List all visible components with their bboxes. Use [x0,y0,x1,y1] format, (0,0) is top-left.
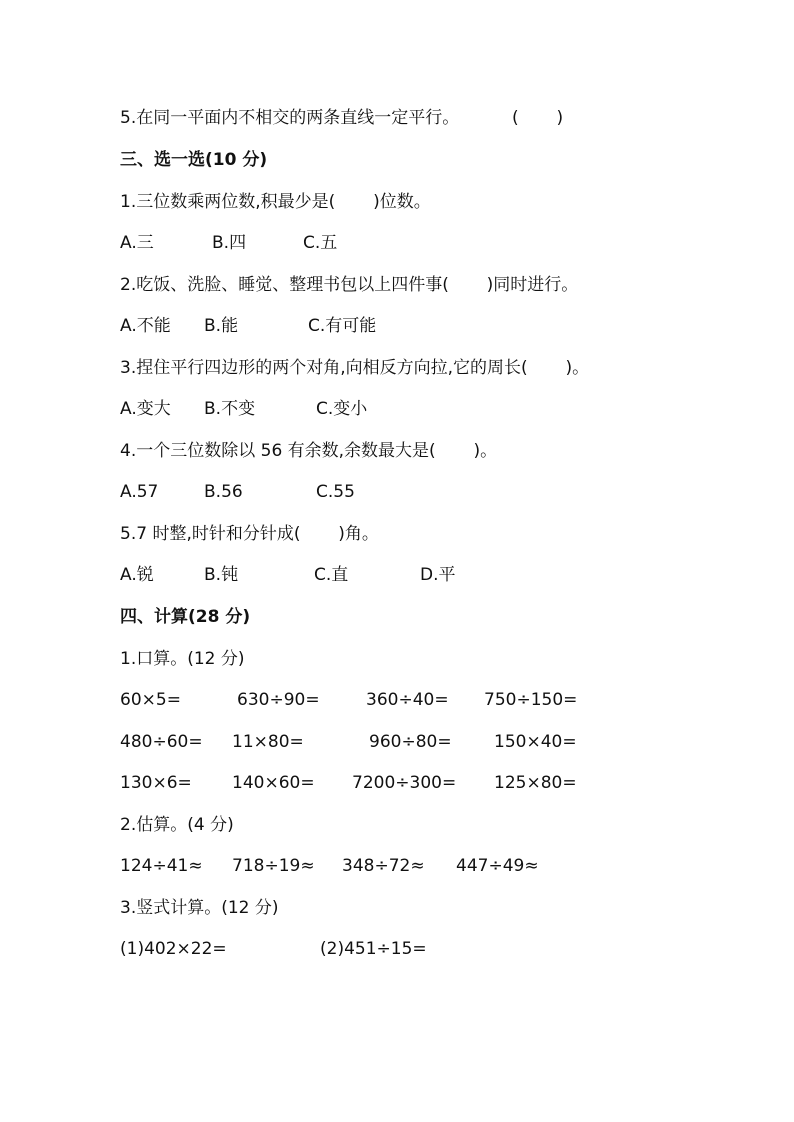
oral-problem: 360÷40= [366,690,449,710]
choice-option[interactable]: B.钝 [204,565,239,585]
vertical-problem: (2)451÷15= [320,939,427,959]
estimate-problem: 447÷49≈ [456,856,539,876]
oral-problem: 750÷150= [484,690,578,710]
choice-option[interactable]: B.四 [212,233,247,253]
choice-option[interactable]: B.不变 [204,399,256,419]
oral-problem: 480÷60= [120,732,203,752]
choice-question-5: 5.7 时整,时针和分针成( )角。 [120,524,379,544]
choice-option[interactable]: A.57 [120,482,159,502]
oral-problem: 11×80= [232,732,304,752]
oral-problem: 140×60= [232,773,315,793]
section-title-calc: 四、计算(28 分) [120,607,251,627]
estimate-title: 2.估算。(4 分) [120,815,234,835]
choice-question-2: 2.吃饭、洗脸、睡觉、整理书包以上四件事( )同时进行。 [120,275,579,295]
choice-option[interactable]: C.有可能 [308,316,377,336]
choice-option[interactable]: D.平 [420,565,456,585]
oral-problem: 630÷90= [237,690,320,710]
choice-question-3: 3.捏住平行四边形的两个对角,向相反方向拉,它的周长( )。 [120,358,590,378]
section-title-choice: 三、选一选(10 分) [120,150,268,170]
estimate-problem: 348÷72≈ [342,856,425,876]
choice-option[interactable]: B.能 [204,316,239,336]
oral-problem: 7200÷300= [352,773,457,793]
estimate-problem: 718÷19≈ [232,856,315,876]
choice-option[interactable]: A.锐 [120,565,154,585]
oral-calc-title: 1.口算。(12 分) [120,649,245,669]
choice-option[interactable]: C.直 [314,565,349,585]
choice-option[interactable]: B.56 [204,482,243,502]
oral-problem: 125×80= [494,773,577,793]
choice-question-4: 4.一个三位数除以 56 有余数,余数最大是( )。 [120,441,498,461]
choice-option[interactable]: A.变大 [120,399,171,419]
choice-option[interactable]: A.三 [120,233,154,253]
oral-problem: 60×5= [120,690,181,710]
vertical-problem: (1)402×22= [120,939,227,959]
oral-problem: 130×6= [120,773,192,793]
estimate-problem: 124÷41≈ [120,856,203,876]
choice-question-1: 1.三位数乘两位数,积最少是( )位数。 [120,192,431,212]
judge-question-5: 5.在同一平面内不相交的两条直线一定平行。 [120,108,460,128]
choice-option[interactable]: A.不能 [120,316,171,336]
choice-option[interactable]: C.55 [316,482,355,502]
oral-problem: 150×40= [494,732,577,752]
choice-option[interactable]: C.变小 [316,399,368,419]
oral-problem: 960÷80= [369,732,452,752]
choice-option[interactable]: C.五 [303,233,338,253]
vertical-calc-title: 3.竖式计算。(12 分) [120,898,279,918]
answer-bracket[interactable]: ( ) [512,108,564,128]
